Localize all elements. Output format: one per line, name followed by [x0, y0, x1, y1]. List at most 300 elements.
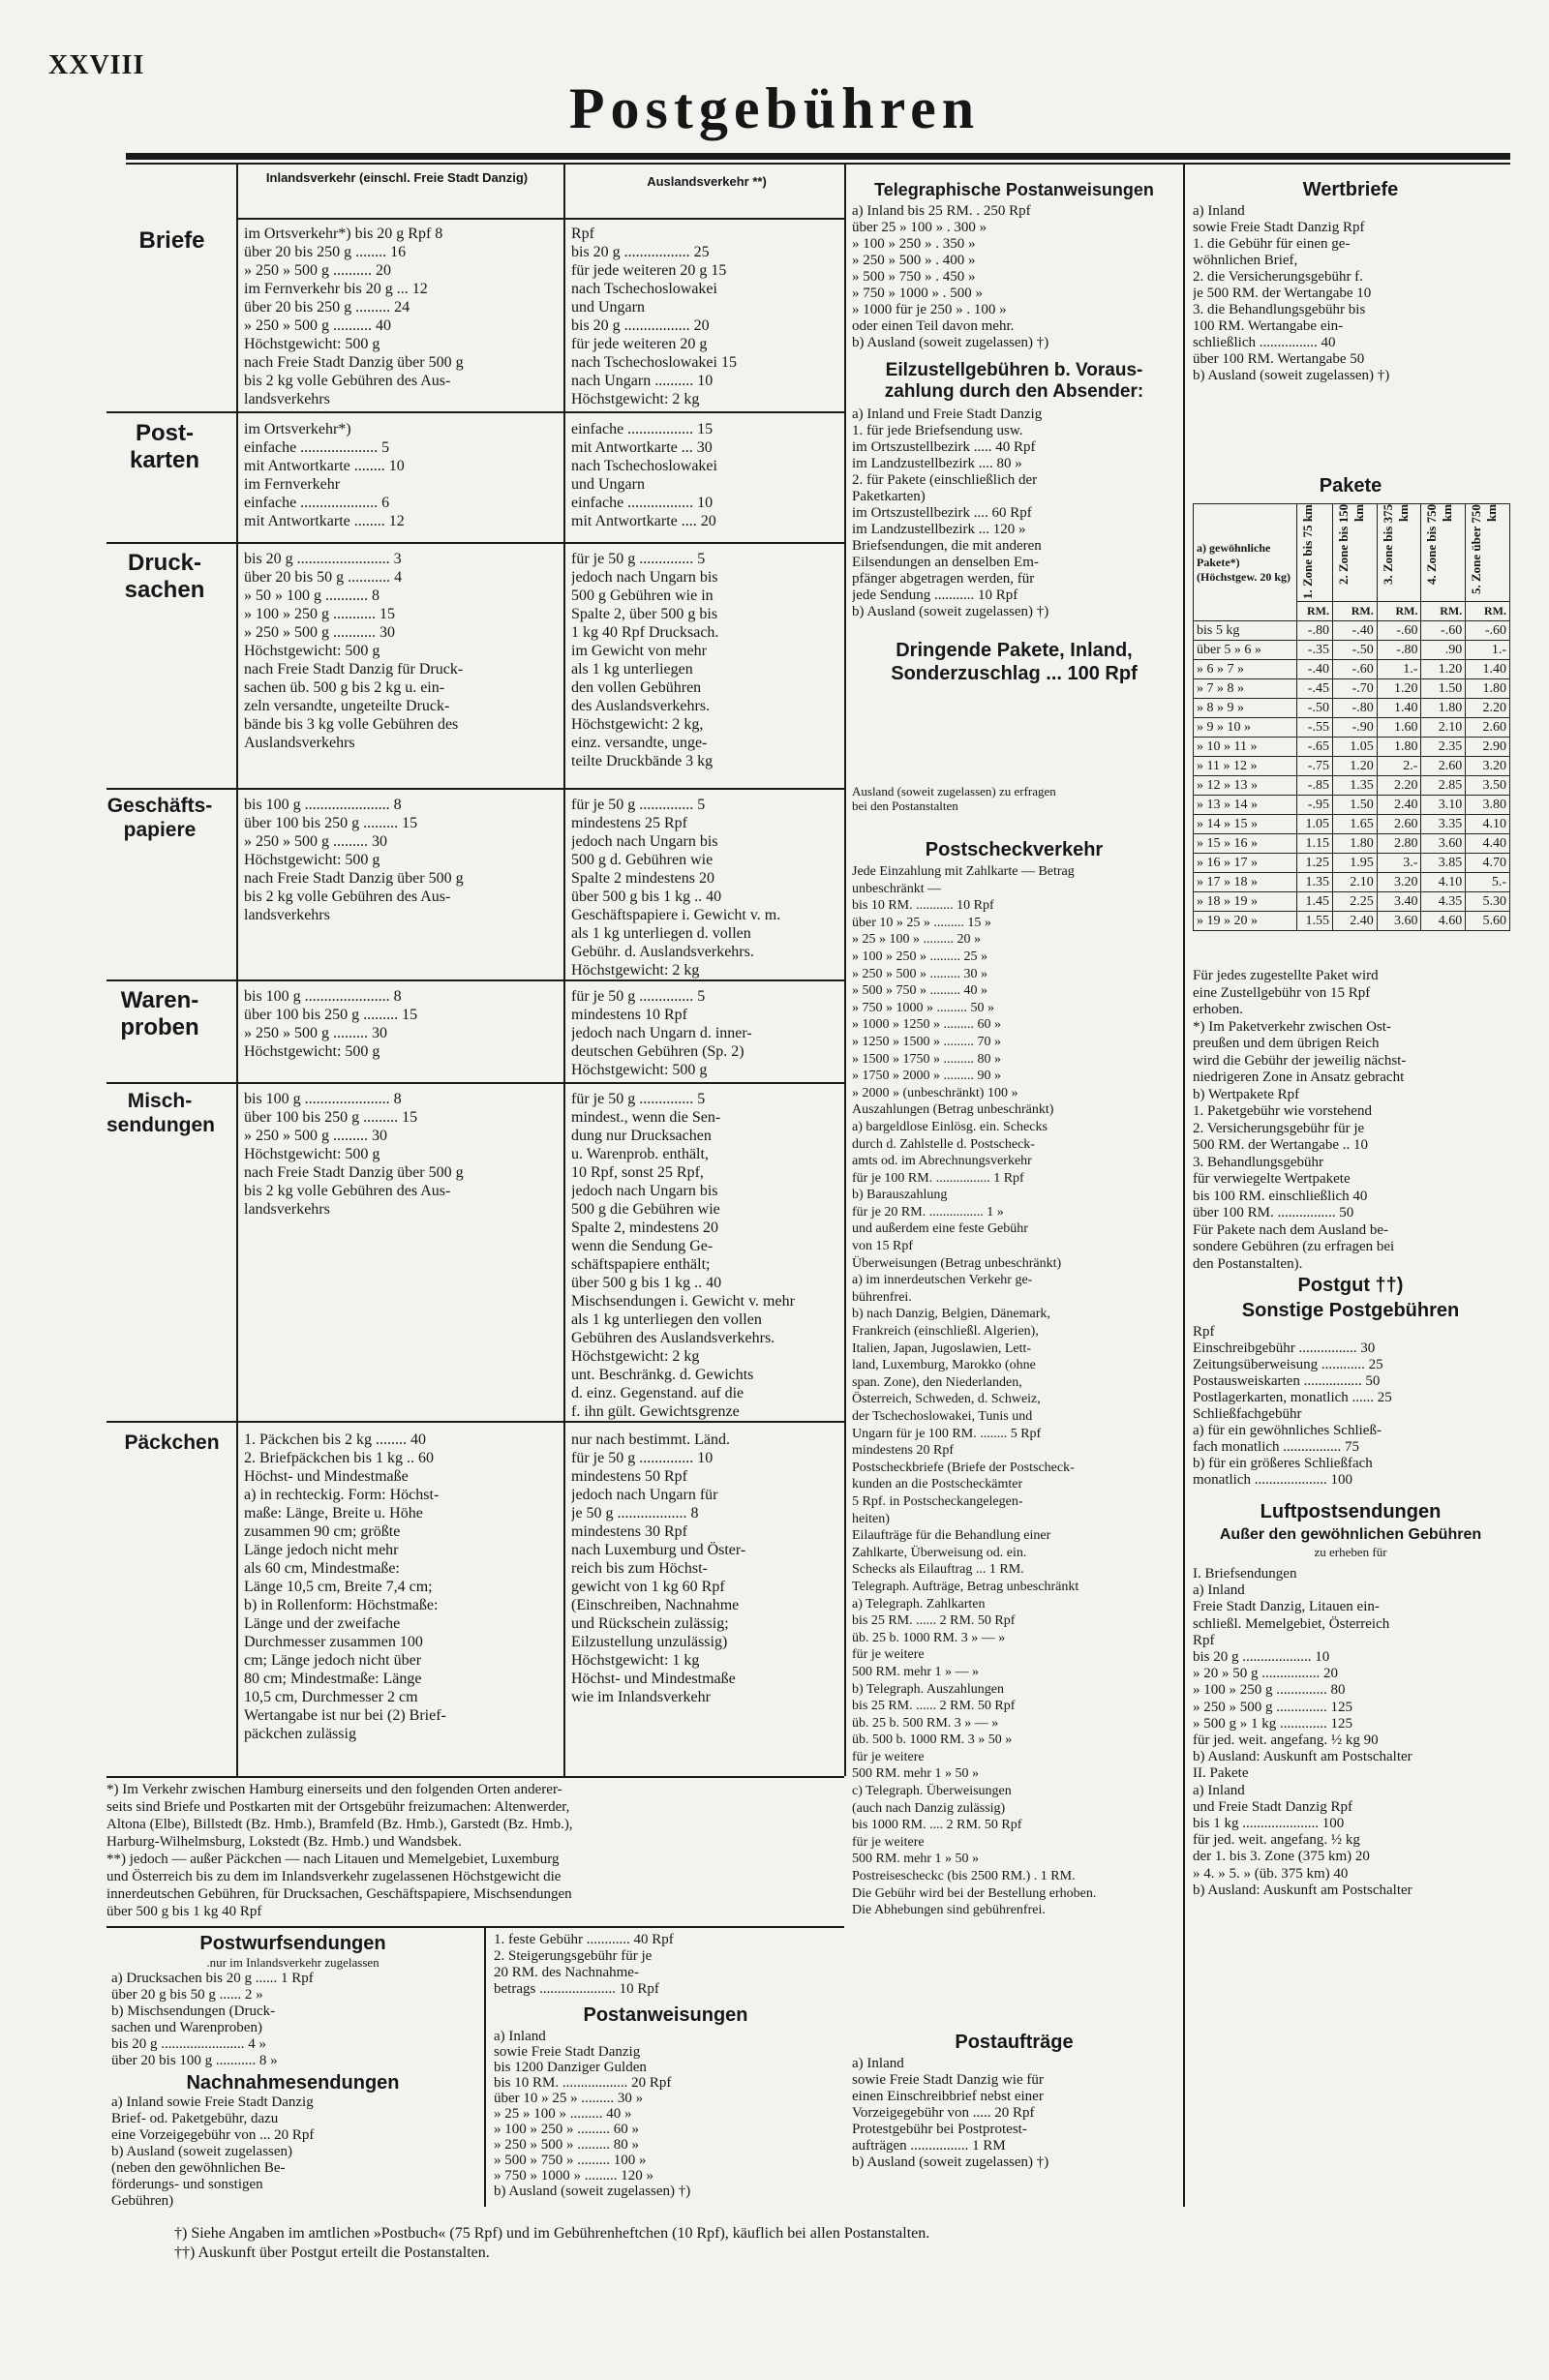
text-line: als 1 kg unterliegen: [571, 661, 693, 678]
text-line: nach Ungarn .......... 10: [571, 373, 714, 389]
weight-cell: » 10 » 11 »: [1194, 738, 1297, 757]
text-line: landsverkehrs: [244, 391, 330, 407]
text-line: Gebühr. d. Auslandsverkehrs.: [571, 944, 754, 960]
price-cell: -.80: [1377, 641, 1421, 660]
text-line: preußen und dem übrigen Reich: [1193, 1036, 1380, 1051]
price-cell: -.60: [1377, 621, 1421, 641]
price-cell: -.40: [1297, 660, 1333, 679]
briefe-ausland: [571, 225, 837, 408]
text-line: Altona (Elbe), Billstedt (Bz. Hmb.), Bramfeld (Bz. Hmb.), Garstedt (Bz. Hmb.),: [106, 1817, 573, 1832]
text-line: sondere Gebühren (zu erfragen bei: [1193, 1239, 1395, 1254]
text-line: b) nach Danzig, Belgien, Dänemark,: [852, 1307, 1050, 1322]
weight-cell: » 19 » 20 »: [1194, 912, 1297, 931]
text-line: » 750 » 1000 » . 500 »: [852, 286, 983, 301]
weight-cell: » 6 » 7 »: [1194, 660, 1297, 679]
tel-lines: [852, 203, 1176, 351]
text-line: Wertangabe ist nur bei (2) Brief-: [244, 1707, 446, 1724]
price-cell: 1.20: [1377, 679, 1421, 699]
page-title: Postgebühren: [568, 76, 981, 140]
text-line: Vorzeigegebühr von ..... 20 Rpf: [852, 2105, 1035, 2121]
separator-postkarten: [106, 411, 844, 413]
price-cell: 1.-: [1466, 641, 1510, 660]
price-cell: 2.40: [1377, 796, 1421, 815]
text-line: Länge und der zweifache: [244, 1615, 401, 1632]
zone-5-header: 5. Zone über 750 km: [1466, 504, 1510, 602]
pakete-row: [1194, 912, 1510, 931]
text-line: b) Ausland (soweit zugelassen) †): [1193, 368, 1390, 383]
text-line: für jede weiteren 20 g 15: [571, 262, 727, 279]
weight-cell: » 8 » 9 »: [1194, 699, 1297, 718]
text-line: Telegraph. Aufträge, Betrag unbeschränkt: [852, 1579, 1079, 1594]
text-line: » 250 » 500 g .............. 125: [1193, 1699, 1352, 1715]
text-line: wird die Gebühr der jeweilig nächst-: [1193, 1052, 1407, 1069]
column-divider-3-4: [1183, 165, 1185, 2207]
text-line: im Landzustellbezirk ... 120 »: [852, 522, 1026, 537]
text-line: den Postanstalten).: [1193, 1255, 1303, 1272]
price-cell: 1.-: [1377, 660, 1421, 679]
text-line: d. einz. Gegenstand. auf die: [571, 1385, 744, 1401]
dring-title: Dringende Pakete, Inland, Sonderzuschlag ... 100 Rpf: [891, 640, 1138, 684]
postanweisungen-title: Postanweisungen: [583, 2004, 748, 2026]
text-line: Spalte 2 mindestens 20: [571, 870, 714, 887]
pakete-table: [1193, 503, 1510, 931]
text-line: 5 Rpf. in Postscheckangelegen-: [852, 1493, 1023, 1509]
price-cell: 5.-: [1466, 873, 1510, 892]
text-line: 2. Versicherungsgebühr für je: [1193, 1120, 1365, 1136]
text-line: 1 kg 40 Rpf Drucksach.: [571, 624, 719, 641]
text-line: Höchst- und Mindestmaße: [244, 1468, 409, 1485]
text-line: Paketkarten): [852, 489, 926, 504]
text-line: deutschen Gebühren (Sp. 2): [571, 1043, 744, 1060]
text-line: Eilsendungen an denselben Em-: [852, 555, 1039, 570]
weight-cell: » 9 » 10 »: [1194, 718, 1297, 738]
text-line: für je weitere: [852, 1834, 925, 1850]
footnote-left: [106, 1781, 842, 1920]
category-briefe: Briefe: [138, 227, 205, 254]
text-line: im Ortszustellbezirk ..... 40 Rpf: [852, 439, 1036, 455]
weight-cell: » 17 » 18 »: [1194, 873, 1297, 892]
text-line: eine Zustellgebühr von 15 Rpf: [1193, 984, 1371, 1001]
text-line: Rpf: [571, 226, 594, 242]
pakete-row: [1194, 718, 1510, 738]
price-cell: -.65: [1297, 738, 1333, 757]
postanweisungen-lines: [494, 2029, 837, 2199]
price-cell: 2.60: [1421, 757, 1466, 776]
text-line: bis 20 g ........................ 3: [244, 551, 402, 567]
text-line: Spalte 2, über 500 g bis: [571, 606, 718, 622]
text-line: je 500 RM. der Wertangabe 10: [1193, 286, 1372, 301]
weight-cell: bis 5 kg: [1194, 621, 1297, 641]
price-cell: 2.40: [1332, 912, 1377, 931]
unit: RM.: [1332, 602, 1377, 621]
text-line: Durchmesser zusammen 100: [244, 1634, 423, 1650]
text-line: Geschäftspapiere i. Gewicht v. m.: [571, 907, 781, 923]
weight-cell: über 5 » 6 »: [1194, 641, 1297, 660]
text-line: Postlagerkarten, monatlich ...... 25: [1193, 1390, 1392, 1405]
auftraege-lines: [852, 2056, 1176, 2171]
text-line: Gebühren): [111, 2193, 174, 2209]
text-line: 3. die Behandlungsgebühr bis: [1193, 302, 1366, 317]
text-line: Die Gebühr wird bei der Bestellung erhoben.: [852, 1885, 1097, 1901]
weight-cell: » 11 » 12 »: [1194, 757, 1297, 776]
text-line: Freie Stadt Danzig, Litauen ein-: [1193, 1599, 1380, 1615]
text-line: » 1750 » 2000 » ......... 90 »: [852, 1069, 1001, 1084]
price-cell: 4.10: [1421, 873, 1466, 892]
text-line: über 20 bis 100 g ........... 8 »: [111, 2053, 278, 2068]
unit: RM.: [1421, 602, 1466, 621]
text-line: a) für ein gewöhnliches Schließ-: [1193, 1423, 1382, 1438]
price-cell: 4.70: [1466, 854, 1510, 873]
text-line: 500 g die Gebühren wie: [571, 1201, 720, 1218]
text-line: bis 1 kg ..................... 100: [1193, 1816, 1345, 1832]
text-line: span. Zone), den Niederlanden,: [852, 1374, 1022, 1390]
text-line: I. Briefsendungen: [1193, 1566, 1297, 1582]
text-line: a) Inland: [1193, 1782, 1245, 1798]
text-line: Die Abhebungen sind gebührenfrei.: [852, 1903, 1046, 1918]
text-line: » 20 » 50 g ................ 20: [1193, 1666, 1338, 1682]
text-line: 10,5 cm, Durchmesser 2 cm: [244, 1689, 418, 1705]
text-line: einz. versandte, unge-: [571, 735, 708, 751]
price-cell: -.75: [1297, 757, 1333, 776]
text-line: sachen üb. 500 g bis 2 kg u. ein-: [244, 679, 445, 696]
text-line: ††) Auskunft über Postgut erteilt die Postanstalten.: [174, 2244, 490, 2261]
text-line: 500 RM. mehr 1 » — »: [852, 1664, 980, 1679]
text-line: » 500 g » 1 kg ............. 125: [1193, 1715, 1352, 1732]
footnote-bottom-rule: [106, 1926, 844, 1928]
text-line: *) Im Paketverkehr zwischen Ost-: [1193, 1018, 1391, 1035]
price-cell: 3.10: [1421, 796, 1466, 815]
text-line: » 4. » 5. » (üb. 375 km) 40: [1193, 1865, 1349, 1882]
separator-waren: [106, 979, 844, 981]
text-line: » 100 » 250 » . 350 »: [852, 236, 976, 252]
text-line: den vollen Gebühren: [571, 679, 702, 696]
text-line: a) bargeldlose Einlösg. ein. Schecks: [852, 1119, 1048, 1134]
text-line: päckchen zulässig: [244, 1726, 356, 1742]
pakete-row: [1194, 892, 1510, 912]
postkarten-inland: [244, 420, 559, 530]
text-line: im Fernverkehr bis 20 g ... 12: [244, 281, 428, 297]
text-line: a) Inland: [1193, 1582, 1245, 1599]
text-line: b) in Rollenform: Höchstmaße:: [244, 1597, 439, 1613]
text-line: sowie Freie Stadt Danzig: [494, 2044, 641, 2060]
text-line: kunden an die Postscheckämter: [852, 1477, 1023, 1492]
text-line: über 10 » 25 » ......... 15 »: [852, 915, 991, 930]
text-line: einfache .................... 5: [244, 439, 390, 456]
text-line: nach Tschechoslowakei: [571, 281, 717, 297]
text-line: » 500 » 750 » ......... 100 »: [494, 2153, 647, 2168]
price-cell: 1.80: [1421, 699, 1466, 718]
price-cell: 1.80: [1377, 738, 1421, 757]
category-drucksachen: Druck-sachen: [124, 550, 205, 603]
text-line: für je 50 g .............. 10: [571, 1450, 714, 1466]
text-line: a) im innerdeutschen Verkehr ge-: [852, 1273, 1033, 1288]
text-line: 1. feste Gebühr ............ 40 Rpf: [494, 1932, 674, 1947]
text-line: im Landzustellbezirk .... 80 »: [852, 456, 1022, 471]
unit: RM.: [1377, 602, 1421, 621]
text-line: bührenfrei.: [852, 1289, 912, 1305]
bottom-footnotes: [174, 2224, 1510, 2263]
text-line: Einschreibgebühr ................ 30: [1193, 1341, 1376, 1356]
text-line: über 500 g bis 1 kg .. 40: [571, 889, 722, 905]
weight-cell: » 7 » 8 »: [1194, 679, 1297, 699]
text-line: Höchstgewicht: 2 kg,: [571, 716, 704, 733]
price-cell: 1.25: [1297, 854, 1333, 873]
pakete-row: [1194, 641, 1510, 660]
text-line: mindestens 25 Rpf: [571, 815, 687, 831]
text-line: Auslandsverkehrs: [244, 735, 355, 751]
text-line: jedoch nach Ungarn bis: [571, 1183, 718, 1199]
price-cell: 3.85: [1421, 854, 1466, 873]
text-line: einen Einschreibbrief nebst einer: [852, 2089, 1044, 2104]
price-cell: 4.60: [1421, 912, 1466, 931]
price-cell: 3.80: [1466, 796, 1510, 815]
text-line: betrags ..................... 10 Rpf: [494, 1981, 659, 1997]
price-cell: 2.80: [1377, 834, 1421, 854]
text-line: » 250 » 500 g ......... 30: [244, 833, 387, 850]
text-line: Schecks als Eilauftrag ... 1 RM.: [852, 1562, 1024, 1578]
text-line: a) Inland sowie Freie Stadt Danzig: [111, 2094, 314, 2110]
text-line: für jed. weit. angefang. ½ kg 90: [1193, 1732, 1379, 1749]
misch-ausland: [571, 1090, 837, 1421]
separator-misch: [106, 1082, 844, 1084]
text-line: bis 25 RM. ...... 2 RM. 50 Rpf: [852, 1613, 1016, 1629]
category-paeckchen: Päckchen: [124, 1431, 220, 1454]
text-line: bis 20 g ................. 25: [571, 244, 710, 260]
pakete-head-label: a) gewöhnliche Pakete*) (Höchstgew. 20 kg): [1194, 504, 1297, 621]
text-line: über 100 bis 250 g ......... 15: [244, 1109, 418, 1126]
text-line: schäftspapiere enthält;: [571, 1256, 711, 1273]
text-line: u. Warenprob. enthält,: [571, 1146, 709, 1162]
price-cell: 1.15: [1297, 834, 1333, 854]
text-line: nur nach bestimmt. Länd.: [571, 1431, 730, 1448]
text-line: nach Freie Stadt Danzig über 500 g: [244, 354, 464, 371]
text-line: 500 g Gebühren wie in: [571, 587, 714, 604]
text-line: Höchstgewicht: 500 g: [244, 852, 380, 868]
text-line: » 100 » 250 g ........... 15: [244, 606, 395, 622]
text-line: als 1 kg unterliegen den vollen: [571, 1311, 762, 1328]
price-cell: -.45: [1297, 679, 1333, 699]
price-cell: -.50: [1297, 699, 1333, 718]
text-line: förderungs- und sonstigen: [111, 2177, 263, 2192]
text-line: für jed. weit. angefang. ½ kg: [1193, 1832, 1360, 1849]
postwurf-sub: .nur im Inlandsverkehr zugelassen: [206, 1955, 380, 1970]
pakete-row: [1194, 854, 1510, 873]
text-line: » 750 » 1000 » ......... 50 »: [852, 1000, 994, 1015]
text-line: mindest., wenn die Sen-: [571, 1109, 721, 1126]
text-line: mit Antwortkarte .... 20: [571, 513, 716, 529]
price-cell: -.60: [1421, 621, 1466, 641]
price-cell: 3.35: [1421, 815, 1466, 834]
text-line: Höchstgewicht: 2 kg: [571, 1348, 700, 1365]
text-line: Für jedes zugestellte Paket wird: [1193, 968, 1379, 983]
text-line: mit Antwortkarte ........ 12: [244, 513, 405, 529]
text-line: 10 Rpf, sonst 25 Rpf,: [571, 1164, 704, 1181]
price-cell: -.80: [1297, 621, 1333, 641]
price-cell: -.85: [1297, 776, 1333, 796]
price-cell: 2.20: [1466, 699, 1510, 718]
text-line: Rpf: [1193, 1632, 1215, 1648]
text-line: sowie Freie Stadt Danzig Rpf: [1193, 220, 1365, 235]
text-line: II. Pakete: [1193, 1765, 1249, 1782]
text-line: im Ortsverkehr*): [244, 421, 351, 437]
text-line: üb. 500 b. 1000 RM. 3 » 50 »: [852, 1732, 1013, 1748]
text-line: Brief- od. Paketgebühr, dazu: [111, 2111, 279, 2126]
text-line: jedoch nach Ungarn bis: [571, 569, 718, 586]
pakete-row: [1194, 815, 1510, 834]
text-line: (neben den gewöhnlichen Be-: [111, 2160, 286, 2176]
text-line: pfänger abgetragen werden, für: [852, 571, 1035, 587]
price-cell: 3.-: [1377, 854, 1421, 873]
sonst-lines: [1193, 1324, 1510, 1489]
price-cell: 1.80: [1332, 834, 1377, 854]
paeckchen-inland: [244, 1431, 559, 1743]
text-line: Höchst- und Mindestmaße: [571, 1671, 736, 1687]
zone-4-header: 4. Zone bis 750 km: [1421, 504, 1466, 602]
sonst-title: Sonstige Postgebühren: [1241, 1300, 1460, 1321]
zone-2-header: 2. Zone bis 150 km: [1332, 504, 1377, 602]
text-line: für je weitere: [852, 1647, 925, 1663]
text-line: eine Vorzeigegebühr von ... 20 Rpf: [111, 2127, 315, 2143]
text-line: über 100 RM. ................ 50: [1193, 1205, 1354, 1220]
price-cell: -.60: [1466, 621, 1510, 641]
price-cell: 5.60: [1466, 912, 1510, 931]
text-line: **) jedoch — außer Päckchen — nach Litauen und Memelgebiet, Luxemburg: [106, 1852, 560, 1867]
text-line: im Gewicht von mehr: [571, 643, 707, 659]
text-line: b) für ein größeres Schließfach: [1193, 1456, 1373, 1471]
scheck-lines: [852, 863, 1176, 1919]
price-cell: 2.10: [1421, 718, 1466, 738]
text-line: » 250 » 500 » ......... 30 »: [852, 966, 987, 981]
text-line: Höchstgewicht: 2 kg: [571, 391, 700, 407]
top-rule-thin: [126, 163, 1510, 165]
drucksachen-inland: [244, 550, 559, 752]
category-mischsendungen: Misch-sendungen: [106, 1090, 216, 1136]
unit: RM.: [1297, 602, 1333, 621]
text-line: reich bis zum Höchst-: [571, 1560, 708, 1577]
text-line: amts od. im Abrechnungsverkehr: [852, 1154, 1032, 1169]
text-line: über 10 » 25 » ......... 30 »: [494, 2091, 644, 2106]
price-cell: 1.95: [1332, 854, 1377, 873]
text-line: a) Telegraph. Zahlkarten: [852, 1596, 986, 1612]
text-line: » 250 » 500 » . 400 »: [852, 253, 976, 268]
text-line: Postausweiskarten ................ 50: [1193, 1373, 1381, 1389]
text-line: landsverkehrs: [244, 907, 330, 923]
text-line: einfache .................... 6: [244, 495, 390, 511]
text-line: » 250 » 500 g ........... 30: [244, 624, 395, 641]
pakete-row: [1194, 796, 1510, 815]
text-line: für verwiegelte Wertpakete: [1193, 1171, 1351, 1187]
text-line: b) Ausland (soweit zugelassen) †): [494, 2184, 691, 2199]
geschaeft-inland: [244, 796, 559, 924]
pakete-row: [1194, 621, 1510, 641]
text-line: » 250 » 500 g .......... 40: [244, 317, 391, 334]
text-line: für je 20 RM. ................ 1 »: [852, 1204, 1004, 1220]
text-line: f. ihn gült. Gewichtsgrenze: [571, 1403, 740, 1420]
text-line: Postreisescheckc (bis 2500 RM.) . 1 RM.: [852, 1869, 1076, 1884]
price-cell: 3.20: [1466, 757, 1510, 776]
price-cell: 4.10: [1466, 815, 1510, 834]
weight-cell: » 14 » 15 »: [1194, 815, 1297, 834]
text-line: Überweisungen (Betrag unbeschränkt): [852, 1255, 1062, 1271]
pakete-row: [1194, 679, 1510, 699]
pakete-row: [1194, 738, 1510, 757]
text-line: niedrigeren Zone in Ansatz gebracht: [1193, 1069, 1405, 1085]
text-line: des Auslandsverkehrs.: [571, 698, 711, 714]
text-line: und Ungarn: [571, 476, 645, 493]
text-line: Höchstgewicht: 500 g: [244, 643, 380, 659]
price-cell: 1.05: [1332, 738, 1377, 757]
price-cell: 1.60: [1377, 718, 1421, 738]
pakete-after: [1193, 968, 1510, 1273]
postwurf-title: Postwurfsendungen: [199, 1933, 386, 1954]
text-line: sowie Freie Stadt Danzig wie für: [852, 2072, 1044, 2088]
text-line: b) Ausland (soweit zugelassen) †): [852, 2154, 1049, 2170]
price-cell: -.50: [1332, 641, 1377, 660]
text-line: für je 50 g .............. 5: [571, 551, 706, 567]
text-line: üb. 25 b. 1000 RM. 3 » — »: [852, 1630, 1006, 1645]
price-cell: 1.50: [1421, 679, 1466, 699]
text-line: Ausland (soweit zugelassen) zu erfragen: [852, 784, 1056, 798]
text-line: nach Tschechoslowakei: [571, 458, 717, 474]
eil-title: Eilzustellgebühren b. Voraus-zahlung durch den Absender:: [884, 360, 1144, 402]
weight-cell: » 12 » 13 »: [1194, 776, 1297, 796]
text-line: a) Inland: [494, 2029, 546, 2044]
text-line: über 20 bis 50 g ........... 4: [244, 569, 403, 586]
text-line: wöhnlichen Brief,: [1193, 253, 1298, 268]
text-line: 2. die Versicherungsgebühr f.: [1193, 269, 1363, 285]
text-line: fach monatlich ................ 75: [1193, 1439, 1360, 1455]
text-line: jedoch nach Ungarn für: [571, 1487, 718, 1503]
price-cell: 2.60: [1377, 815, 1421, 834]
pakete-body: [1194, 621, 1510, 931]
category-postkarten: Post-karten: [129, 420, 200, 473]
text-line: schließl. Memelgebiet, Österreich: [1193, 1615, 1390, 1632]
text-line: wenn die Sendung Ge-: [571, 1238, 714, 1254]
wert-lines: [1193, 203, 1510, 384]
price-cell: -.70: [1332, 679, 1377, 699]
text-line: Gebühren des Auslandsverkehrs.: [571, 1330, 775, 1346]
text-line: üb. 25 b. 500 RM. 3 » — »: [852, 1715, 999, 1731]
text-line: mit Antwortkarte ........ 10: [244, 458, 405, 474]
text-line: Rpf: [1193, 1324, 1215, 1340]
text-line: bis 10 RM. .................. 20 Rpf: [494, 2075, 672, 2091]
text-line: bis 100 g ...................... 8: [244, 797, 402, 813]
weight-cell: » 13 » 14 »: [1194, 796, 1297, 815]
text-line: einfache ................. 15: [571, 421, 714, 437]
text-line: 2. Steigerungsgebühr für je: [494, 1948, 653, 1964]
price-cell: 2.10: [1332, 873, 1377, 892]
text-line: 2. für Pakete (einschließlich der: [852, 472, 1038, 488]
text-line: Spalte 2, mindestens 20: [571, 1220, 718, 1236]
text-line: der Tschechoslowakei, Tunis und: [852, 1409, 1033, 1424]
text-line: b) Barauszahlung: [852, 1188, 948, 1203]
text-line: 1. Päckchen bis 2 kg ........ 40: [244, 1431, 426, 1448]
text-line: und Ungarn: [571, 299, 645, 316]
price-cell: -.90: [1332, 718, 1377, 738]
text-line: je 50 g .................. 8: [571, 1505, 699, 1521]
price-cell: 2.-: [1377, 757, 1421, 776]
text-line: nach Freie Stadt Danzig für Druck-: [244, 661, 464, 678]
pakete-row: [1194, 776, 1510, 796]
price-cell: 2.60: [1466, 718, 1510, 738]
text-line: nach Freie Stadt Danzig über 500 g: [244, 870, 464, 887]
price-cell: 1.55: [1297, 912, 1333, 931]
paeckchen-ausland: [571, 1431, 837, 1706]
text-line: » 25 » 100 » ......... 20 »: [852, 932, 981, 948]
price-cell: 2.90: [1466, 738, 1510, 757]
text-line: und Österreich bis zu dem im Inlandsverkehr zugelassenen Höchstgewicht die: [106, 1869, 562, 1884]
text-line: nach Tschechoslowakei 15: [571, 354, 737, 371]
